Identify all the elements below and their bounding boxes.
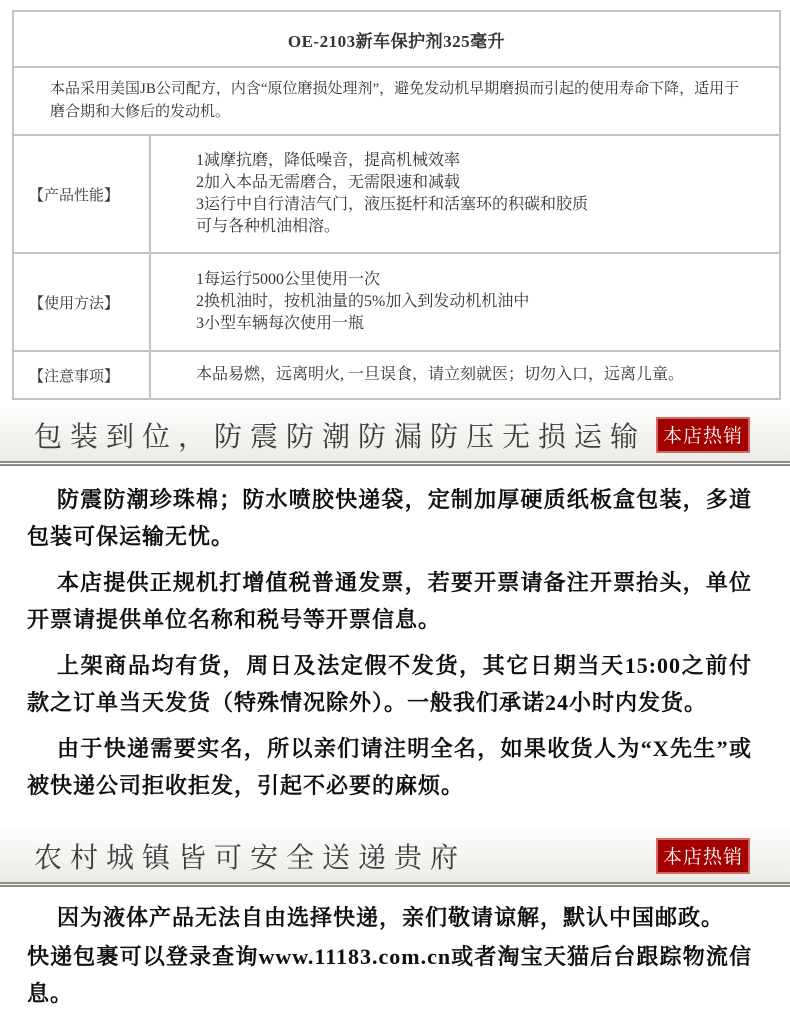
delivery-paragraphs	[0, 887, 790, 1022]
section-header-delivery	[0, 829, 790, 887]
paragraph-tracking: 快递包裹可以登录查询www.11183.com.cn或者淘宝天猫后台跟踪物流信息。	[27, 944, 752, 1006]
caution-line-1: 本品易燃，远离明火, 一旦误食，请立刻就医；切勿入口，远离儿童。	[196, 366, 685, 383]
row-label-caution: 【注意事项】	[13, 351, 150, 399]
row-content-caution	[150, 351, 780, 399]
product-spec-table	[12, 10, 781, 400]
performance-line-4: 可与各种机油相溶。	[196, 218, 341, 235]
row-content-usage	[150, 253, 780, 351]
hot-sale-badge-2: 本店热销	[656, 838, 750, 874]
row-label-usage: 【使用方法】	[13, 253, 150, 351]
row-label-performance: 【产品性能】	[13, 135, 150, 253]
product-title-cell	[13, 11, 780, 67]
hot-sale-badge-1: 本店热销	[656, 417, 750, 453]
product-title: OE-2103新车保护剂325毫升	[287, 31, 506, 51]
usage-line-1: 1每运行5000公里使用一次	[196, 271, 381, 288]
product-detail-page	[0, 10, 790, 1022]
section-header-packaging	[0, 408, 790, 466]
performance-line-2: 2加入本品无需磨合，无需限速和减载	[196, 174, 461, 191]
paragraph-packing: 防震防潮珍珠棉；防水喷胶快递袋，定制加厚硬质纸板盒包装，多道包装可保运输无忧。	[27, 487, 752, 549]
packaging-heading: 包装到位，防震防潮防漏防压无损运输	[34, 421, 647, 453]
paragraph-shipping-time: 上架商品均有货，周日及法定假不发货，其它日期当天15:00之前付款之订单当天发货（特殊情况除外）。一般我们承诺24小时内发货。	[27, 653, 752, 715]
usage-line-2: 2换机油时，按机油量的5%加入到发动机机油中	[196, 293, 530, 310]
paragraph-china-post: 因为液体产品无法自由选择快递，亲们敬请谅解，默认中国邮政。	[57, 905, 725, 930]
performance-line-3: 3运行中自行清洁气门，液压挺杆和活塞环的积碳和胶质	[196, 196, 589, 213]
product-description: 本品采用美国JB公司配方，内含“原位磨损处理剂”，避免发动机早期磨损而引起的使用寿命下降，适用于磨合期和大修后的发动机。	[50, 81, 740, 120]
paragraph-real-name: 由于快递需要实名，所以亲们请注明全名，如果收货人为“X先生”或被快递公司拒收拒发，引起不必要的麻烦。	[27, 736, 752, 798]
usage-line-3: 3小型车辆每次使用一瓶	[196, 315, 365, 332]
row-content-performance	[150, 135, 780, 253]
performance-line-1: 1减摩抗磨，降低噪音，提高机械效率	[196, 152, 461, 169]
delivery-heading: 农村城镇皆可安全送递贵府	[34, 842, 467, 874]
packaging-paragraphs	[0, 466, 790, 821]
product-description-cell	[13, 67, 780, 135]
paragraph-invoice: 本店提供正规机打增值税普通发票，若要开票请备注开票抬头，单位开票请提供单位名称和税号等开票信息。	[27, 570, 752, 632]
